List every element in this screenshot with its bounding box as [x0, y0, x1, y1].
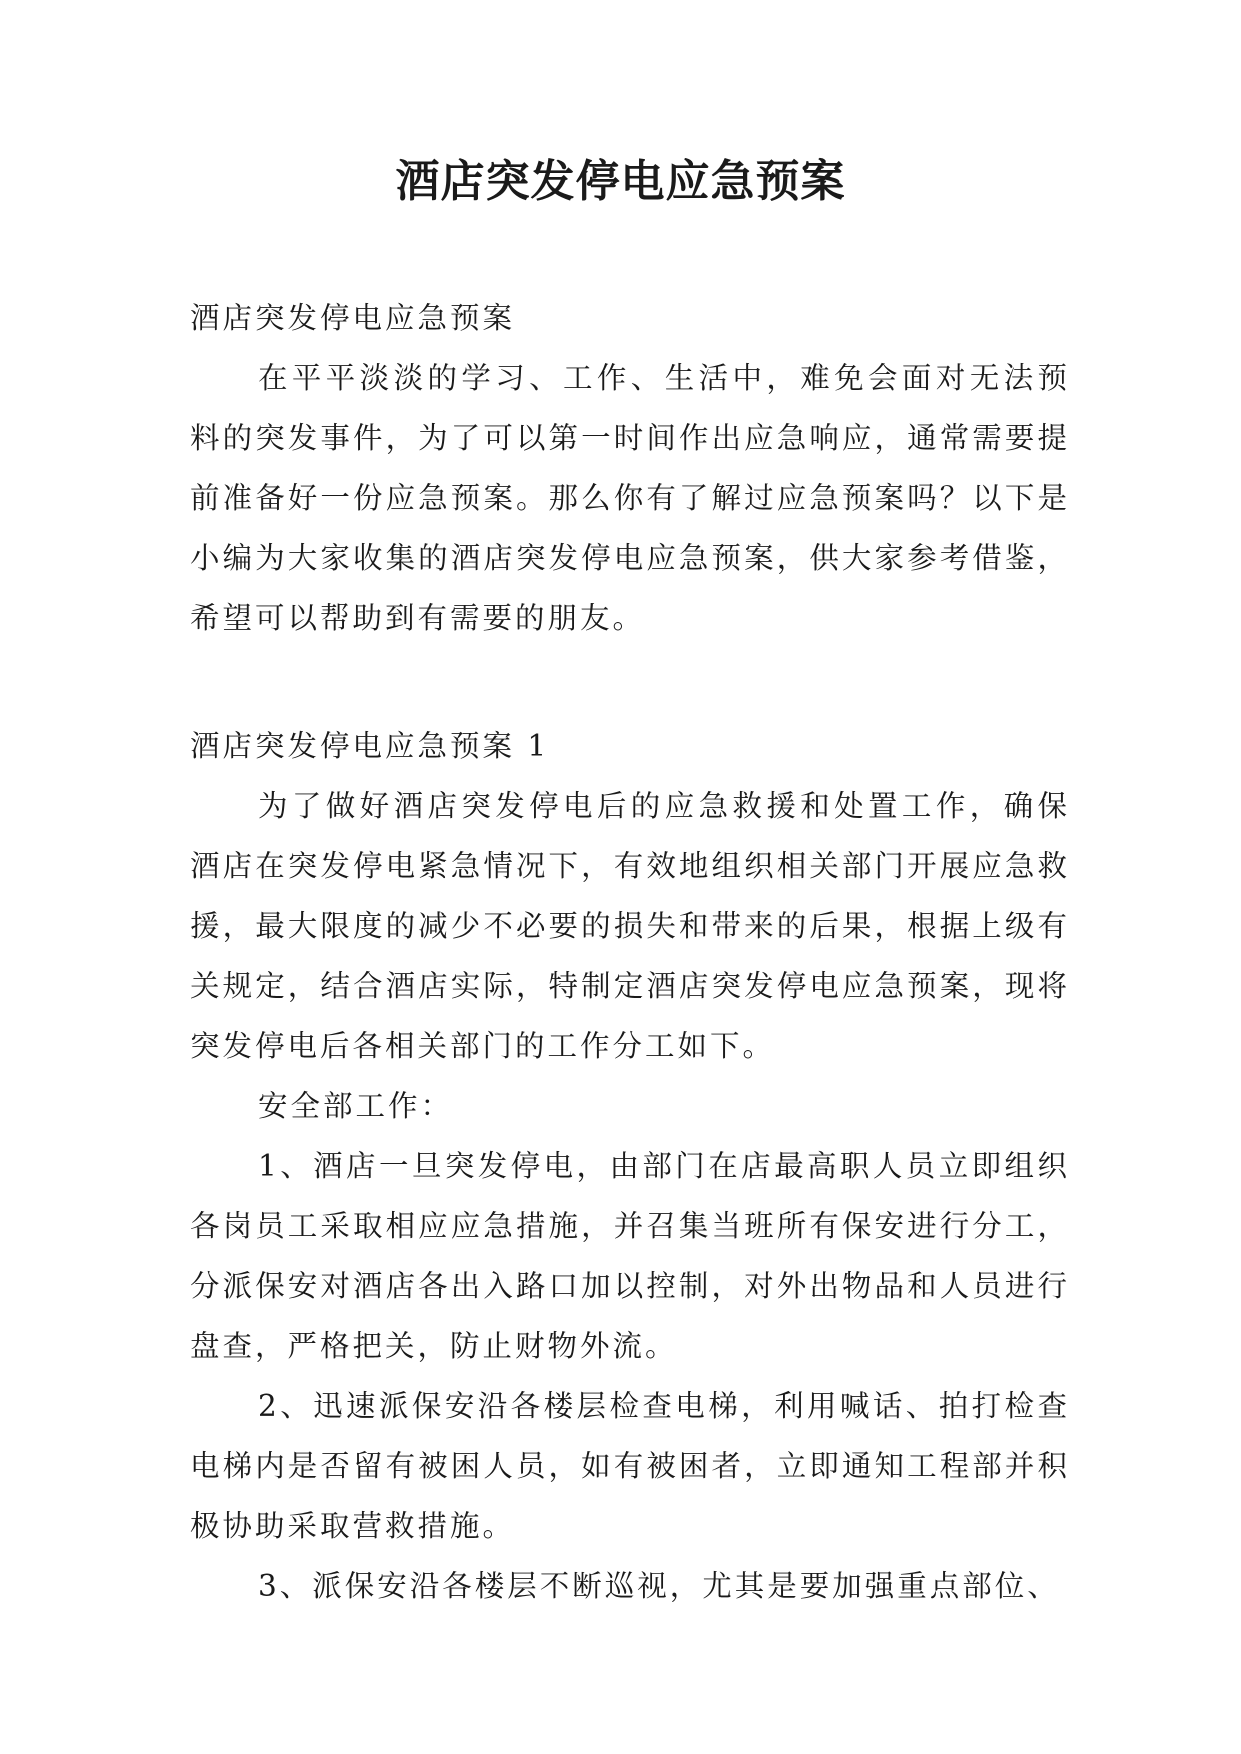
section-heading-plan-1: 酒店突发停电应急预案 1 — [190, 729, 550, 763]
subheading-security-dept: 安全部工作： — [258, 1089, 454, 1123]
section-heading-intro: 酒店突发停电应急预案 — [190, 301, 516, 335]
paragraph-item-2: 2、迅速派保安沿各楼层检查电梯，利用喊话、拍打检查电梯内是否留有被困人员，如有被困者，立即通知工程部并积极协助采取营救措施。 — [190, 1389, 1070, 1543]
paragraph-intro: 在平平淡淡的学习、工作、生活中，难免会面对无法预料的突发事件，为了可以第一时间作出应急响应，通常需要提前准备好一份应急预案。那么你有了解过应急预案吗？以下是小编为大家收集的酒店突发停电应急预案，供大家参考借鉴，希望可以帮助到有需要的朋友。 — [190, 361, 1070, 635]
paragraph-item-3: 3、派保安沿各楼层不断巡视，尤其是要加强重点部位、 — [258, 1569, 1060, 1603]
paragraph-plan-purpose: 为了做好酒店突发停电后的应急救援和处置工作，确保酒店在突发停电紧急情况下，有效地组织相关部门开展应急救援，最大限度的减少不必要的损失和带来的后果，根据上级有关规定，结合酒店实际，特制定酒店突发停电应急预案，现将突发停电后各相关部门的工作分工如下。 — [190, 789, 1070, 1063]
paragraph-item-1: 1、酒店一旦突发停电，由部门在店最高职人员立即组织各岗员工采取相应应急措施，并召集当班所有保安进行分工，分派保安对酒店各出入路口加以控制，对外出物品和人员进行盘查，严格把关，防止财物外流。 — [190, 1149, 1070, 1363]
document-title: 酒店突发停电应急预案 — [395, 156, 846, 207]
document-body — [190, 288, 1070, 1616]
